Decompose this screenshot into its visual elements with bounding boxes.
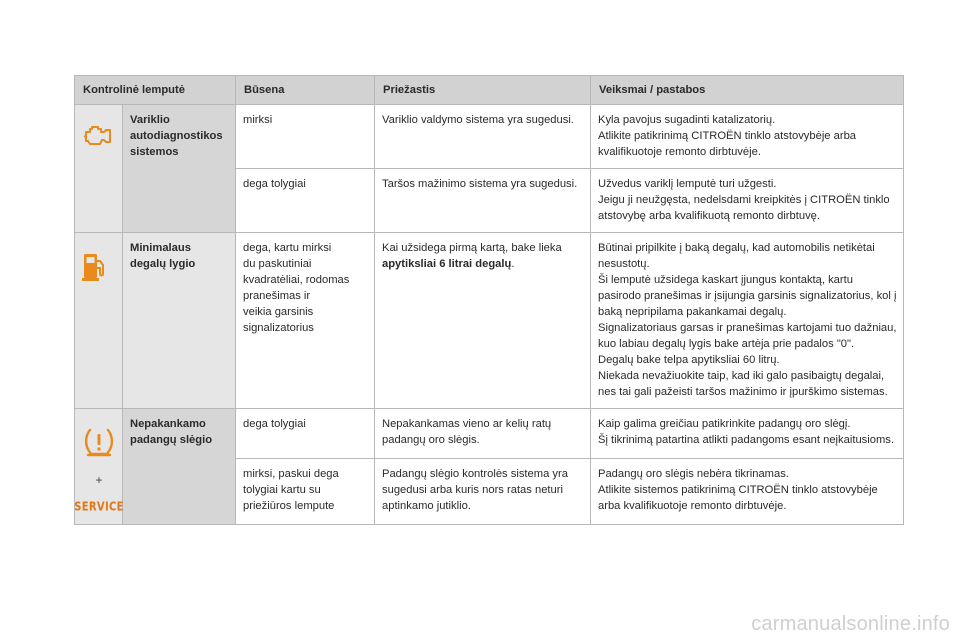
fuel-pump-icon (82, 252, 106, 282)
header-state: Būsena (236, 76, 375, 105)
cause-text: Kai užsidega pirmą kartą, bake lieka (382, 242, 562, 254)
state-cell: mirksi (236, 105, 375, 169)
table-row (75, 409, 904, 459)
action-cell: Kaip galima greičiau patikrinkite padangų oro slėgį. Šį tikrinimą patartina atlikti padangoms esant neįkaitusioms. (591, 409, 904, 459)
table-header-row (75, 76, 904, 105)
engine-check-icon (82, 124, 112, 146)
tyre-pressure-icon (83, 428, 115, 458)
cause-cell: Padangų slėgio kontrolės sistema yra sugedusi arba kuris nors ratas neturi aptinkamo jutiklio. (375, 458, 591, 524)
cause-cell (375, 233, 591, 409)
state-cell: dega, kartu mirksi du paskutiniai kvadratėliai, rodomas pranešimas ir veikia garsinis signalizatorius (236, 233, 375, 409)
warning-lights-table (74, 75, 904, 525)
action-cell: Kyla pavojus sugadinti katalizatorių. Atlikite patikrinimą CITROËN tinklo atstovybėje arba kvalifikuotoje remonto dirbtuvėje. (591, 105, 904, 169)
table-row (75, 105, 904, 169)
icon-cell (75, 233, 123, 409)
cause-highlight: apytiksliai 6 litrai degalų (382, 258, 512, 270)
cause-cell: Taršos mažinimo sistema yra sugedusi. (375, 169, 591, 233)
icon-cell (75, 409, 123, 525)
action-cell: Būtinai pripilkite į baką degalų, kad automobilis netikėtai nesustotų. Ši lemputė užsidega kaskart įjungus kontaktą, kartu pasirodo pranešimas ir įsijungia garsinis signalizatorius, kol į baką nepripilama pakankamai degalų. Signalizatoriaus garsas ir pranešimas kartojami tuo dažniau, kuo labiau degalų lygis bake artėja prie padalos "0". Degalų bake telpa apytiksliai 60 litrų. Niekada nevažiuokite taip, kad iki galo pasibaigtų degalai, nes tai gali pažeisti taršos mažinimo ir įpurškimo sistemas. (591, 233, 904, 409)
header-cause: Priežastis (375, 76, 591, 105)
table-row (75, 233, 904, 409)
state-cell: mirksi, paskui dega tolygiai kartu su priežiūros lempute (236, 458, 375, 524)
state-cell: dega tolygiai (236, 169, 375, 233)
cause-cell: Variklio valdymo sistema yra sugedusi. (375, 105, 591, 169)
action-cell: Užvedus variklį lemputė turi užgesti. Jeigu ji neužgęsta, nedelsdami kreipkitės į CITROËN tinklo atstovybę arba kvalifikuotą remonto dirbtuvę. (591, 169, 904, 233)
state-cell: dega tolygiai (236, 409, 375, 459)
cause-cell: Nepakankamas vieno ar kelių ratų padangų oro slėgis. (375, 409, 591, 459)
plus-sign: + (95, 473, 103, 487)
service-icon: SERVICE (74, 500, 124, 514)
light-name: Minimalaus degalų lygio (123, 233, 236, 409)
action-cell: Padangų oro slėgis nebėra tikrinamas. Atlikite sistemos patikrinimą CITROËN tinklo atstovybėje arba kvalifikuotoje remonto dirbtuvėje. (591, 458, 904, 524)
header-actions: Veiksmai / pastabos (591, 76, 904, 105)
watermark: carmanualsonline.info (751, 613, 950, 635)
cause-text-end: . (511, 258, 515, 270)
header-warning-light: Kontrolinė lemputė (75, 76, 236, 105)
icon-cell (75, 105, 123, 233)
light-name: Nepakankamo padangų slėgio (123, 409, 236, 525)
light-name: Variklio autodiagnostikos sistemos (123, 105, 236, 233)
